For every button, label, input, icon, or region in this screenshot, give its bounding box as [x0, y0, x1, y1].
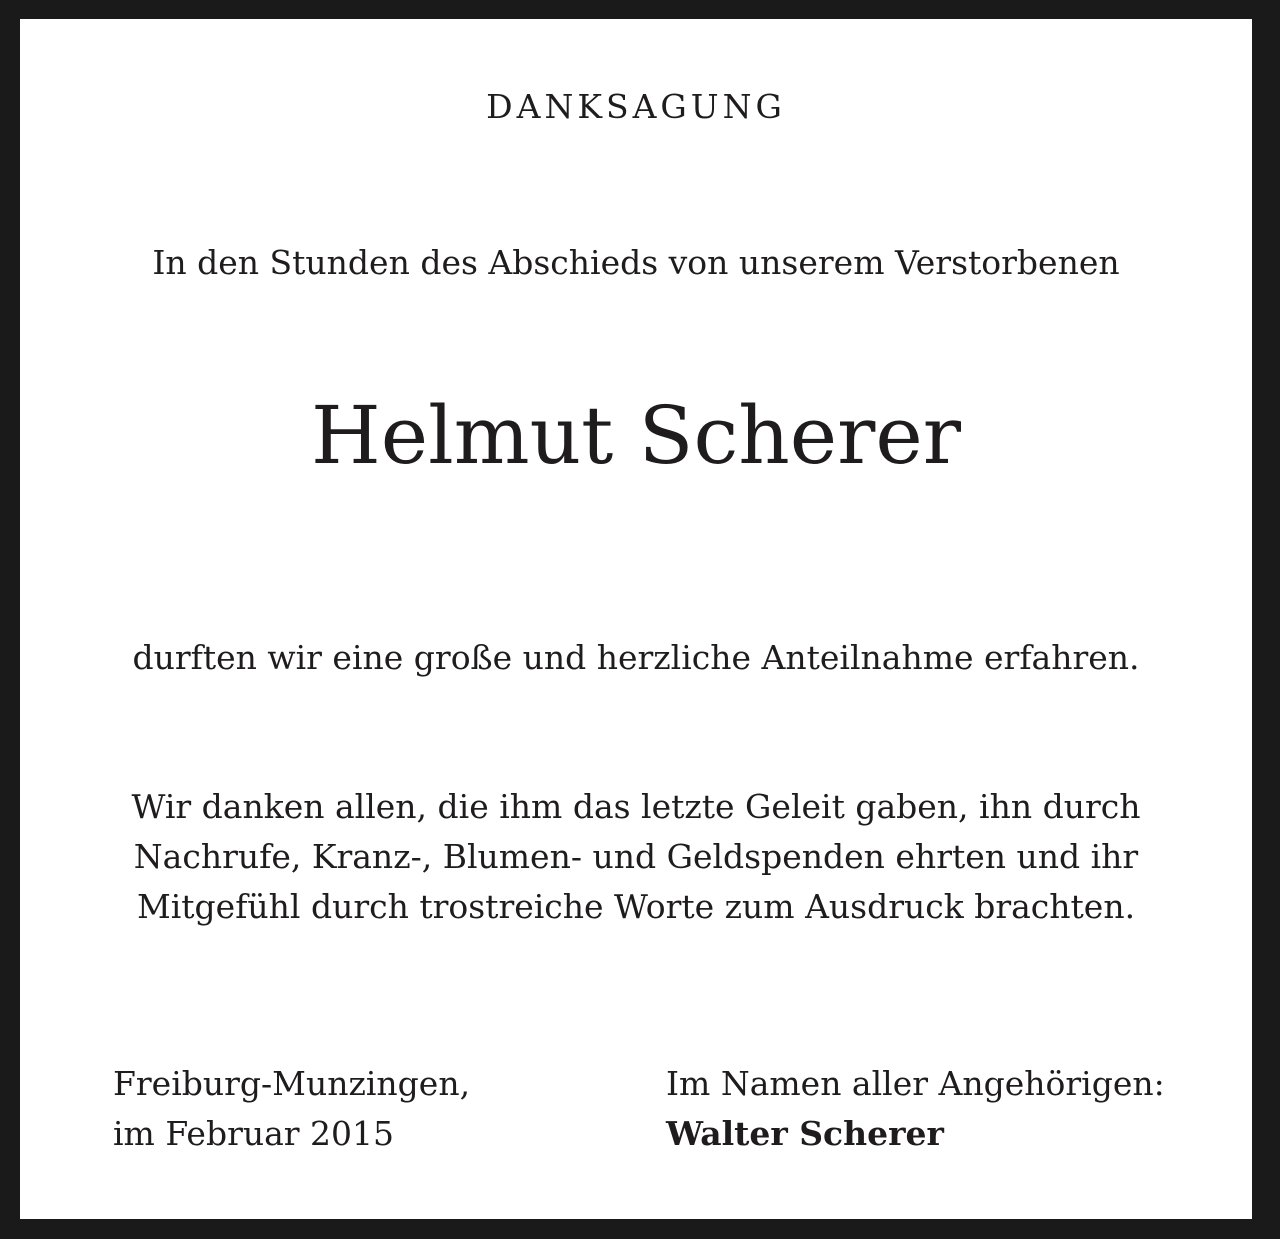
deceased-name: Helmut Scherer [311, 389, 961, 482]
obituary-notice [20, 19, 1252, 1219]
place-date-block [113, 1059, 470, 1159]
notice-heading: DANKSAGUNG [486, 87, 786, 126]
place: Freiburg-Munzingen, [113, 1064, 471, 1103]
thanks-line: Mitgefühl durch trostreiche Worte zum Ausdruck brachten. [136, 887, 1136, 926]
thanks-line: Nachrufe, Kranz-, Blumen- und Geldspenden ehrten und ihr [133, 837, 1139, 876]
sympathy-sentence: durften wir eine große und herzliche Anteilnahme erfahren. [132, 638, 1140, 677]
on-behalf-text: Im Namen aller Angehörigen: [666, 1064, 1165, 1103]
thanks-paragraph [20, 782, 1252, 932]
thanks-line: Wir danken allen, die ihm das letzte Geleit gaben, ihn durch [131, 787, 1141, 826]
signer-name: Walter Scherer [666, 1114, 944, 1153]
date: im Februar 2015 [113, 1114, 395, 1153]
signature-block [666, 1059, 1165, 1159]
intro-text: In den Stunden des Abschieds von unserem Verstorbenen [152, 243, 1120, 282]
